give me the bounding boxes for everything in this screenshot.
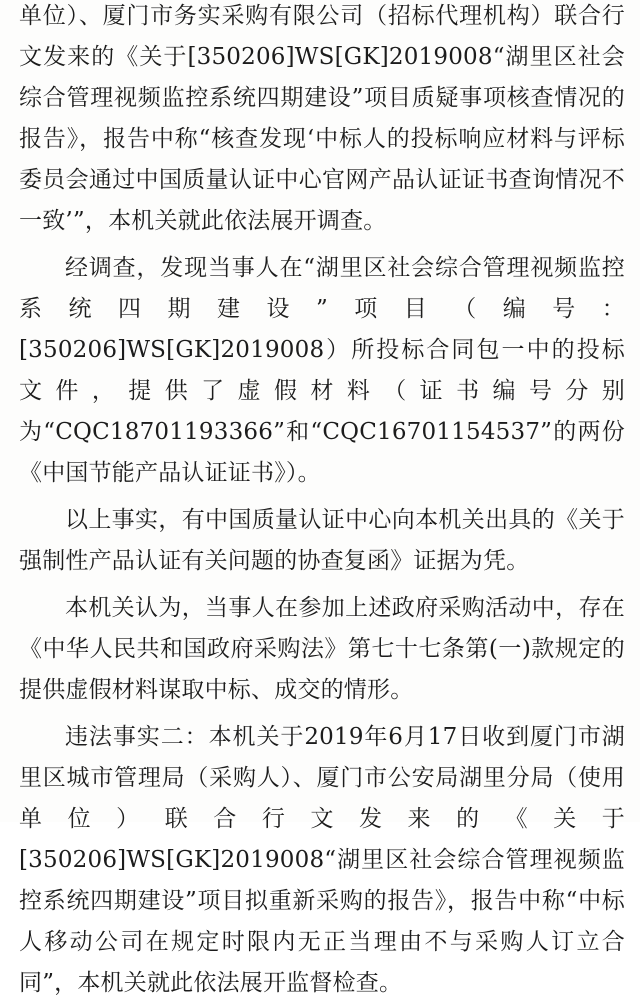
document-body xyxy=(19,0,625,1004)
paragraph-4: 本机关认为，当事人在参加上述政府采购活动中，存在《中华人民共和国政府采购法》第七十七条第(一)款规定的提供虚假材料谋取中标、成交的情形。 xyxy=(19,595,625,703)
paragraph-5: 违法事实二：本机关于2019年6月17日收到厦门市湖里区城市管理局（采购人）、厦门市公安局湖里分局（使用单位）联合行文发来的《关于[350206]WS[GK]2019008“湖里区社会综合管理视频监控系统四期建设”项目拟重新采购的报告》，报告中称“中标人移动公司在规定时限内无正当理由不与采购人订立合同”，本机关就此依法展开监督检查。 xyxy=(19,724,625,996)
paragraph-3: 以上事实，有中国质量认证中心向本机关出具的《关于强制性产品认证有关问题的协查复函》证据为凭。 xyxy=(19,507,625,574)
paragraph-2: 经调查，发现当事人在“湖里区社会综合管理视频监控系统四期建设”项目（编号：[350206]WS[GK]2019008）所投标合同包一中的投标文件，提供了虚假材料（证书编号分别为“CQC18701193366”和“CQC16701154537”的两份《中国节能产品认证证书》）。 xyxy=(19,255,625,486)
paragraph-1: 单位）、厦门市务实采购有限公司（招标代理机构）联合行文发来的《关于[350206]WS[GK]2019008“湖里区社会综合管理视频监控系统四期建设”项目质疑事项核查情况的报告》，报告中称“核查发现‘中标人的投标响应材料与评标委员会通过中国质量认证中心官网产品认证证书查询情况不一致’”，本机关就此依法展开调查。 xyxy=(19,3,625,234)
